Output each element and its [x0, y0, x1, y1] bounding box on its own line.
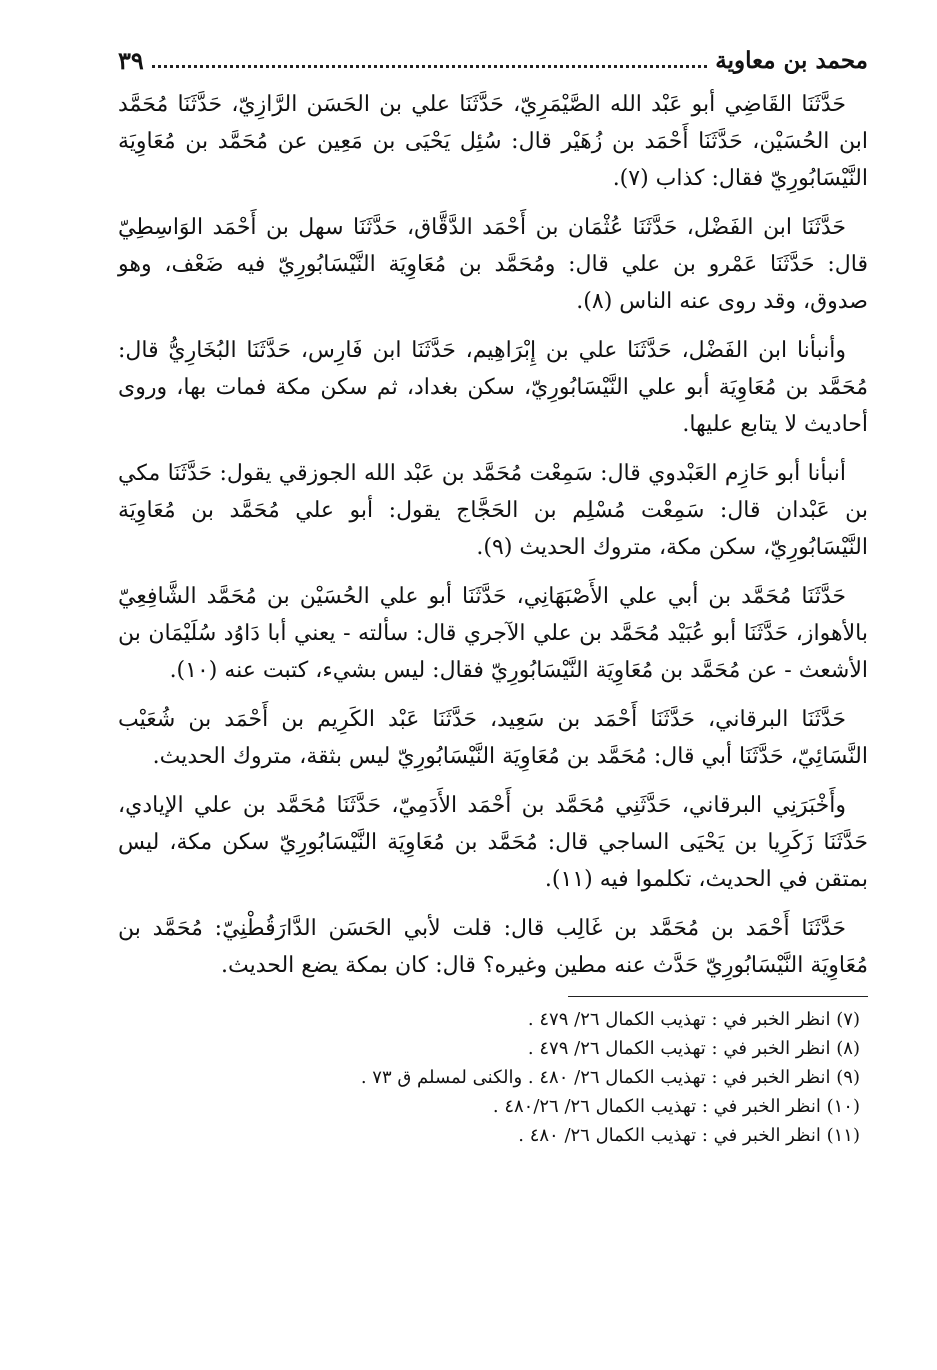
- paragraph: وأنبأنا ابن الفَضْل، حَدَّثَنَا علي بن إِبْرَاهِيم، حَدَّثَنَا ابن فَارِس، حَدَّثَنَا البُخَارِيُّ قال: مُحَمَّد بن مُعَاوِيَة أبو علي النَّيْسَابُورِيّ، سكن بغداد، ثم سكن مكة فمات بها، وروى أحاديث لا يتابع عليها.: [118, 338, 868, 437]
- footnote: (٩) انظر الخبر في : تهذيب الكمال ٢٦/ ٤٨٠ . والكنى لمسلم ق ٧٣ .: [360, 1067, 860, 1088]
- main-text: [118, 86, 868, 984]
- paragraph: حَدَّثَنَا البرقاني، حَدَّثَنَا أَحْمَد بن سَعِيد، حَدَّثَنَا عَبْد الكَرِيم بن أَحْمَد بن شُعَيْب النَّسَائِيّ، حَدَّثَنَا أبي قال: مُحَمَّد بن مُعَاوِيَة النَّيْسَابُورِيّ ليس بثقة، متروك الحديث.: [118, 707, 868, 769]
- footnote: (١١) انظر الخبر في : تهذيب الكمال ٢٦/ ٤٨٠ .: [518, 1125, 860, 1146]
- page-number: ٣٩: [118, 45, 144, 75]
- leader-dots: [152, 65, 707, 68]
- footnote: (١٠) انظر الخبر في : تهذيب الكمال ٢٦/ ٤٨٠/٢٦ .: [492, 1096, 860, 1117]
- footnotes: [118, 1005, 868, 1150]
- footnote: (٨) انظر الخبر في : تهذيب الكمال ٢٦/ ٤٧٩ .: [527, 1038, 860, 1059]
- paragraph: حَدَّثَنَا القَاضِي أبو عَبْد الله الصَّيْمَرِيّ، حَدَّثَنَا علي بن الحَسَن الرَّازِيّ، حَدَّثَنَا مُحَمَّد ابن الحُسَيْن، حَدَّثَنَا أَحْمَد بن زُهَيْر قال: سُئِل يَحْيَى بن مَعِين عن مُحَمَّد بن مُعَاوِيَة النَّيْسَابُورِيّ فقال: كذاب (٧).: [118, 92, 868, 191]
- chapter-title: محمد بن معاوية: [715, 46, 868, 74]
- paragraph: وأَخْبَرَنِي البرقاني، حَدَّثَنِي مُحَمَّد بن أَحْمَد الأَدَمِيّ، حَدَّثَنَا مُحَمَّد بن علي الإيادي، حَدَّثَنَا زَكَرِيا بن يَحْيَى الساجي قال: مُحَمَّد بن مُعَاوِيَة النَّيْسَابُورِيّ سكن مكة، ليس بمتقن في الحديث، تكلموا فيه (١١).: [118, 793, 868, 892]
- paragraph: حَدَّثَنَا أَحْمَد بن مُحَمَّد بن غَالِب قال: قلت لأبي الحَسَن الدَّارَقُطْنِيّ: مُحَمَّد بن مُعَاوِيَة النَّيْسَابُورِيّ حَدَّث عنه مطين وغيره؟ قال: كان بمكة يضع الحديث.: [118, 916, 868, 978]
- footnote-separator: [568, 996, 868, 997]
- paragraph: أنبأنا أبو حَازِم العَبْدوي قال: سَمِعْت مُحَمَّد بن عَبْد الله الجوزقي يقول: حَدَّثَنَا مكي بن عَبْدان قال: سَمِعْت مُسْلِم بن الحَجَّاج يقول: أبو علي مُحَمَّد بن مُعَاوِيَة النَّيْسَابُورِيّ، سكن مكة، متروك الحديث (٩).: [118, 461, 868, 560]
- book-page: [118, 38, 868, 1150]
- paragraph: حَدَّثَنَا ابن الفَضْل، حَدَّثَنَا عُثْمَان بن أَحْمَد الدَّقَّاق، حَدَّثَنَا سهل بن أَحْمَد الوَاسِطِيّ قال: حَدَّثَنَا عَمْرو بن علي قال: ومُحَمَّد بن مُعَاوِيَة النَّيْسَابُورِيّ فيه ضَعْف، وهو صدوق، وقد روى عنه الناس (٨).: [118, 215, 868, 314]
- paragraph: حَدَّثَنَا مُحَمَّد بن أبي علي الأَصْبَهَانِي، حَدَّثَنَا أبو علي الحُسَيْن بن مُحَمَّد الشَّافِعِيّ بالأهواز، حَدَّثَنَا أبو عُبَيْد مُحَمَّد بن علي الآجري قال: سألته - يعني أبا دَاوُد سُلَيْمَان بن الأشعث - عن مُحَمَّد بن مُعَاوِيَة النَّيْسَابُورِيّ فقال: ليس بشيء، كتبت عنه (١٠).: [118, 584, 868, 683]
- footnote: (٧) انظر الخبر في : تهذيب الكمال ٢٦/ ٤٧٩ .: [527, 1009, 860, 1030]
- running-header: [118, 38, 868, 82]
